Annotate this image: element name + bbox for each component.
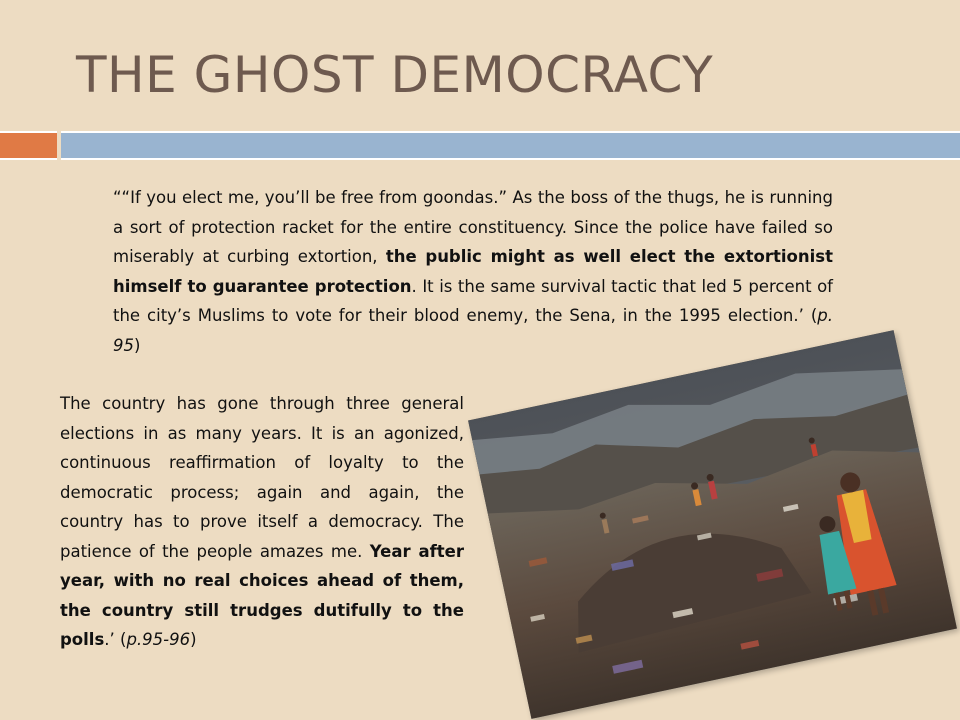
quote-1-citation: p. 95: [113, 306, 833, 355]
quote-2-bold-text: Year after year, with no real choices ahead of them, the country still trudges dutifully to the polls: [60, 541, 465, 649]
quote-2-text-end: .’ (: [104, 630, 127, 649]
title-accent-bar-orange: [0, 131, 57, 160]
quote-2-closing: ): [190, 630, 197, 649]
slum-garbage-photo: [468, 330, 957, 719]
quote-2-text-start: The country has gone through three general elections in as many years. It is an agonized, continuous reaffirmation of loyalty to the democratic process; again and again, the country has to prove itself a democracy. The patience of the people amazes me.: [60, 394, 464, 561]
slide-title: THE GHOST DEMOCRACY: [76, 46, 714, 104]
photo-illustration: [468, 330, 957, 719]
quote-2-citation: p.95-96: [126, 630, 191, 649]
quote-1-text-end: . It is the same survival tactic that led 5 percent of the city’s Muslims to vote for their blood enemy, the Sena, in the 1995 election.’ (: [113, 276, 833, 325]
quote-1-closing: ): [134, 335, 141, 355]
quote-1-text-start: ““If you elect me, you’ll be free from goondas.” As the boss of the thugs, he is running a sort of protection racket for the entire constituency. Since the police have failed so miserably at curbing extortion,: [113, 188, 833, 266]
quote-1-bold-text: the public might as well elect the extortionist himself to guarantee protection: [113, 247, 833, 296]
quote-paragraph-1: [113, 183, 833, 360]
quote-paragraph-2: [60, 389, 464, 655]
title-accent-bar-blue: [61, 131, 960, 160]
